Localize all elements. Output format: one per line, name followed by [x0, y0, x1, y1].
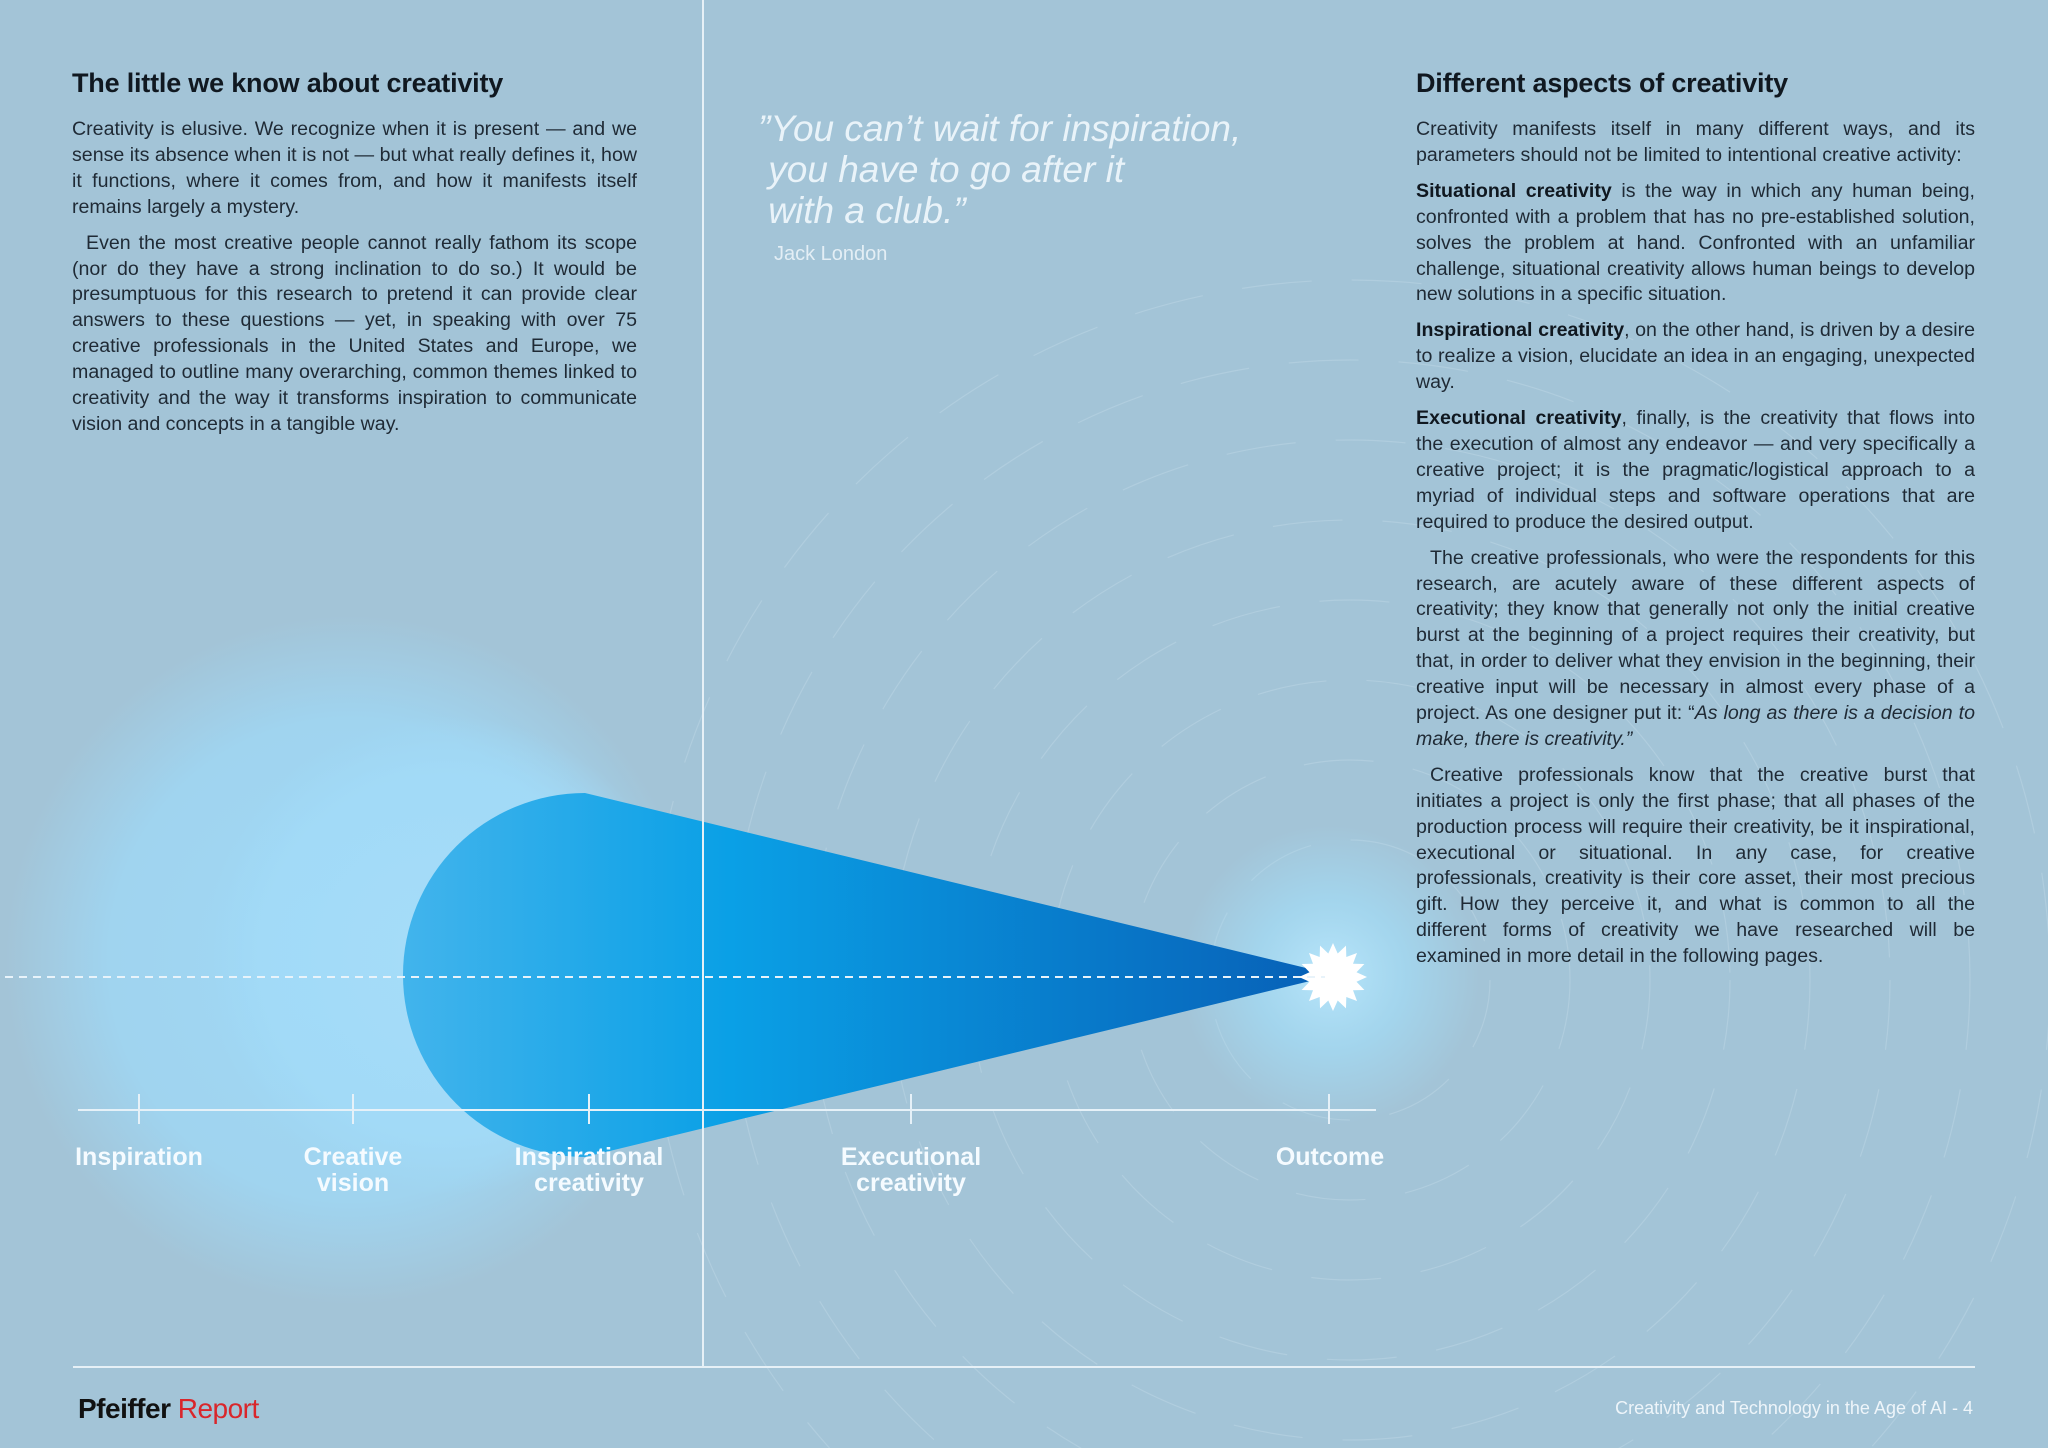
- executional-text: , finally, is the creativity that flows into the execution of almost any endeavor — and very specifically a creative project; it is the pragmatic/logistical approach to a myriad of individual steps and software operations that are required to produce the desired output.: [1416, 407, 1976, 533]
- executional-term: Executional creativity: [1416, 407, 1622, 430]
- executional-paragraph: [1416, 406, 1975, 536]
- right-intro: Creativity manifests itself in many different ways, and its parameters should not be limited to intentional creative activity:: [1416, 118, 1975, 166]
- axis-label-creative-vision: Creative vision: [303, 1143, 403, 1197]
- column-divider: [702, 0, 704, 1366]
- situational-term: Situational creativity: [1416, 179, 1612, 202]
- quote-author: Jack London: [774, 243, 888, 265]
- respondents-paragraph: [1416, 546, 1975, 753]
- pull-quote: [758, 108, 1278, 266]
- left-heading: The little we know about creativity: [72, 68, 504, 98]
- creativity-cone: [403, 793, 1335, 1157]
- brand-bold: Pfeiffer: [78, 1393, 171, 1424]
- situational-paragraph: [1416, 179, 1975, 309]
- left-column: [72, 68, 637, 448]
- designer-quote: As long as there is a decision to make, there is creativity.”: [1416, 702, 1975, 750]
- inspirational-paragraph: [1416, 318, 1975, 396]
- right-column: [1416, 68, 1975, 980]
- right-heading: Different aspects of creativity: [1416, 68, 1788, 98]
- inspirational-term: Inspirational creativity: [1416, 319, 1625, 342]
- quote-text: ”You can’t wait for inspiration, you have to go after it with a club.”: [758, 108, 1242, 231]
- axis-label-outcome: Outcome: [1275, 1143, 1385, 1171]
- respondents-text: The creative professionals, who were the respondents for this research, are acutely aware of these different aspects of creativity; they know that generally not only the initial creative burst at the beginning of a project requires their creativity, but that, in order to deliver what they envision in the beginning, their creative input will be necessary in almost every phase of a project. As one designer put it: “: [1416, 546, 1975, 725]
- closing-paragraph: Creative professionals know that the creative burst that initiates a project is only the first phase; that all phases of the production process will require their creativity, be it inspirational, executional or situational. In any case, for creative professionals, creativity is their core asset, their most precious gift. How they perceive it, and what is common to all the different forms of creativity we have researched will be examined in more detail in the following pages.: [1416, 763, 1975, 968]
- axis-label-inspirational-creativity: Inspirational creativity: [514, 1143, 664, 1197]
- brand-logo: [78, 1393, 259, 1425]
- left-paragraph-2: Even the most creative people cannot really fathom its scope (nor do they have a strong inclination to do so.) It would be presumptuous for this research to pretend it can provide clear answers to these questions — yet, in speaking with over 75 creative professionals in the United States and Europe, we managed to outline many overarching, common themes linked to creativity and the way it transforms inspiration to communicate vision and concepts in a tangible way.: [72, 231, 637, 435]
- brand-light: Report: [170, 1393, 259, 1424]
- footer-rule: [73, 1366, 1975, 1368]
- inspirational-text: , on the other hand, is driven by a desire to realize a vision, elucidate an idea in an engaging, unexpected way.: [1416, 319, 1975, 394]
- axis-label-inspiration: Inspiration: [75, 1143, 203, 1171]
- axis-label-executional-creativity: Executional creativity: [840, 1143, 982, 1197]
- left-paragraph-1: Creativity is elusive. We recognize when it is present — and we sense its absence when it is not — but what really defines it, how it functions, where it comes from, and how it manifests itself remains largely a mystery.: [72, 118, 637, 218]
- situational-text: is the way in which any human being, confronted with a problem that has no pre-established solution, solves the problem at hand. Confronted with an unfamiliar challenge, situational creativity allows human beings to develop new solutions in a specific situation.: [1416, 179, 1975, 306]
- page-footer-label: Creativity and Technology in the Age of AI - 4: [1615, 1398, 1973, 1418]
